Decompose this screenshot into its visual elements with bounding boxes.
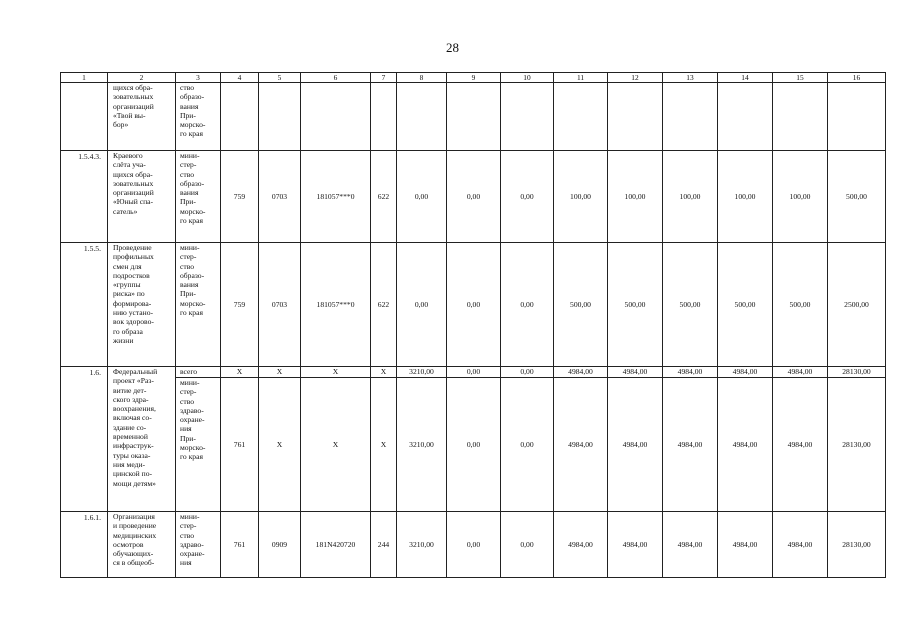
row-executor: ство образо- вания При- морско- го края (176, 83, 221, 151)
row-value: 4984,00 (663, 378, 718, 512)
row-value (501, 83, 554, 151)
column-header: 4 (221, 73, 259, 83)
row-value: 28130,00 (828, 378, 886, 512)
row-number: 1.5.4.3. (61, 151, 108, 243)
header-row (61, 73, 886, 83)
row-value (221, 83, 259, 151)
row-value: 244 (371, 512, 397, 578)
row-value: 500,00 (608, 243, 663, 367)
row-executor: мини- стер- ство образо- вания При- морско- го края (176, 243, 221, 367)
row-number: 1.5.5. (61, 243, 108, 367)
row-value: 4984,00 (554, 512, 608, 578)
row-value: Х (259, 378, 301, 512)
row-value (828, 83, 886, 151)
row-value: 3210,00 (397, 378, 447, 512)
row-value: 500,00 (828, 151, 886, 243)
row-value: 181N420720 (301, 512, 371, 578)
row-value (259, 83, 301, 151)
row-value: 100,00 (663, 151, 718, 243)
column-header: 8 (397, 73, 447, 83)
table-row (61, 243, 886, 367)
row-value (718, 83, 773, 151)
column-header: 3 (176, 73, 221, 83)
row-name: Федеральный проект «Раз- витие дет- ского здра- воохранения, включая со- здание со- временной инфраструк- туры оказа- ния меди- цинской по- мощи детям» (108, 367, 176, 512)
row-value: 181057***0 (301, 243, 371, 367)
column-header: 9 (447, 73, 501, 83)
row-value: 28130,00 (828, 512, 886, 578)
column-header: 2 (108, 73, 176, 83)
row-value: 0,00 (447, 378, 501, 512)
column-header: 10 (501, 73, 554, 83)
row-value: 4984,00 (773, 378, 828, 512)
column-header: 12 (608, 73, 663, 83)
page-number: 28 (446, 40, 459, 55)
row-value: 0,00 (501, 378, 554, 512)
row-value: 0,00 (397, 151, 447, 243)
row-value: 622 (371, 243, 397, 367)
row-number: 1.6. (61, 367, 108, 512)
row-name: щихся обра- зовательных организаций «Твой вы- бор» (108, 83, 176, 151)
row-value: 500,00 (663, 243, 718, 367)
column-header: 5 (259, 73, 301, 83)
row-value: 4984,00 (663, 512, 718, 578)
row-value: 3210,00 (397, 512, 447, 578)
column-header: 13 (663, 73, 718, 83)
row-value: 100,00 (773, 151, 828, 243)
row-value (301, 83, 371, 151)
row-value: 0,00 (501, 151, 554, 243)
row-executor: всего (176, 367, 221, 378)
row-value (371, 83, 397, 151)
column-header: 16 (828, 73, 886, 83)
row-value: 4984,00 (608, 367, 663, 378)
table-row (61, 151, 886, 243)
row-value: 4984,00 (773, 512, 828, 578)
row-value: 0,00 (447, 151, 501, 243)
row-executor: мини- стер- ство образо- вания При- морско- го края (176, 151, 221, 243)
row-value: 0,00 (501, 512, 554, 578)
row-name: Организация и проведение медицинских осмотров обучающих- ся в общеоб- (108, 512, 176, 578)
row-value: 4984,00 (608, 378, 663, 512)
row-value (608, 83, 663, 151)
row-value: 759 (221, 243, 259, 367)
row-value: Х (371, 367, 397, 378)
row-value: 4984,00 (718, 512, 773, 578)
row-value: 28130,00 (828, 367, 886, 378)
row-value: Х (301, 378, 371, 512)
row-value (447, 83, 501, 151)
column-header: 1 (61, 73, 108, 83)
row-value: Х (221, 367, 259, 378)
row-value: 0703 (259, 243, 301, 367)
table-row (61, 378, 886, 512)
row-value: 500,00 (718, 243, 773, 367)
row-value: 0,00 (501, 367, 554, 378)
row-value: 0,00 (447, 243, 501, 367)
row-value: 4984,00 (773, 367, 828, 378)
column-header: 7 (371, 73, 397, 83)
row-executor: мини- стер- ство здраво- охране- ния (176, 512, 221, 578)
row-value: 500,00 (554, 243, 608, 367)
row-value: 100,00 (554, 151, 608, 243)
row-value: 4984,00 (718, 367, 773, 378)
row-value: 3210,00 (397, 367, 447, 378)
row-value: 761 (221, 512, 259, 578)
column-header: 15 (773, 73, 828, 83)
table-row (61, 367, 886, 378)
row-value (554, 83, 608, 151)
row-value: 0703 (259, 151, 301, 243)
budget-table (60, 72, 886, 578)
row-value (663, 83, 718, 151)
row-value: 761 (221, 378, 259, 512)
row-value: 100,00 (608, 151, 663, 243)
row-value: 622 (371, 151, 397, 243)
column-header: 6 (301, 73, 371, 83)
column-header: 11 (554, 73, 608, 83)
row-name: Проведение профильных смен для подростков «группы риска» по формирова- нию устано- вок здорово- го образа жизни (108, 243, 176, 367)
row-value: 4984,00 (554, 378, 608, 512)
row-value: 2500,00 (828, 243, 886, 367)
row-number (61, 83, 108, 151)
row-value: 4984,00 (663, 367, 718, 378)
row-value: 500,00 (773, 243, 828, 367)
row-value (397, 83, 447, 151)
table-row (61, 83, 886, 151)
row-number: 1.6.1. (61, 512, 108, 578)
row-value: 100,00 (718, 151, 773, 243)
row-value: 0909 (259, 512, 301, 578)
column-header: 14 (718, 73, 773, 83)
row-value: 4984,00 (608, 512, 663, 578)
row-value: 0,00 (447, 367, 501, 378)
row-value: Х (301, 367, 371, 378)
table-row (61, 512, 886, 578)
row-value: 4984,00 (554, 367, 608, 378)
row-value: 759 (221, 151, 259, 243)
row-value: 0,00 (397, 243, 447, 367)
row-name: Краевого слёта уча- щихся обра- зовательных организаций «Юный спа- сатель» (108, 151, 176, 243)
row-value: 4984,00 (718, 378, 773, 512)
row-executor: мини- стер- ство здраво- охране- ния При- морско- го края (176, 378, 221, 512)
row-value (773, 83, 828, 151)
row-value: 0,00 (501, 243, 554, 367)
row-value: 0,00 (447, 512, 501, 578)
row-value: Х (259, 367, 301, 378)
row-value: Х (371, 378, 397, 512)
row-value: 181057***0 (301, 151, 371, 243)
